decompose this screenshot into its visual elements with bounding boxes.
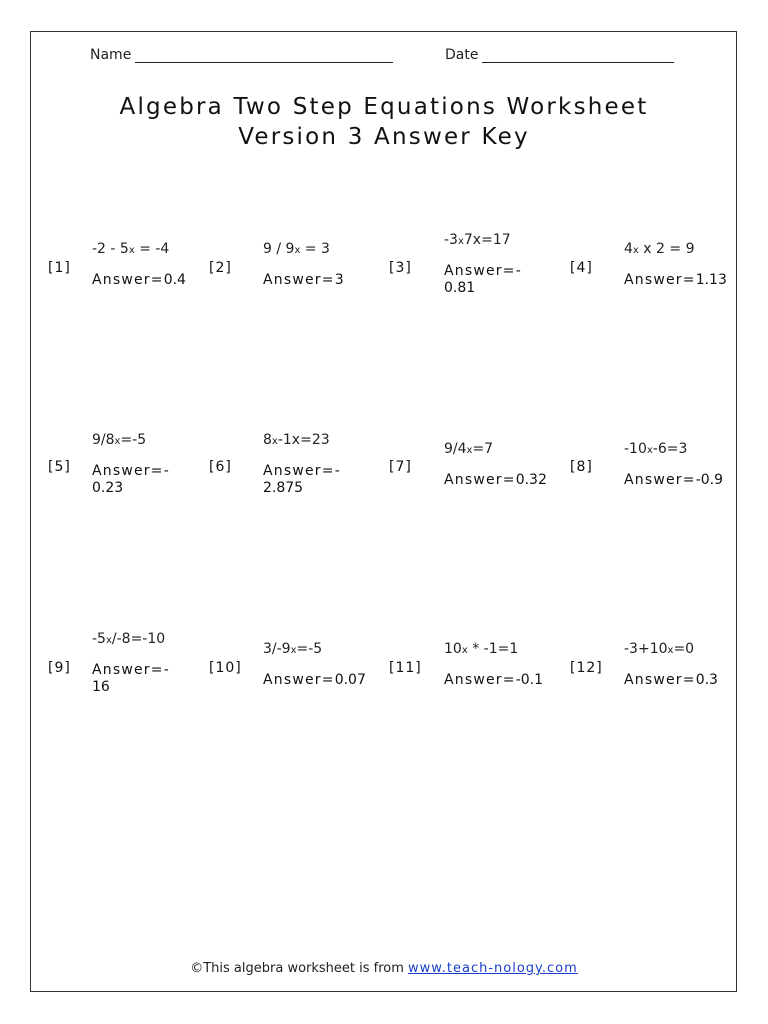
equation-right: -6=3	[652, 441, 688, 457]
equation-left: -5	[92, 631, 106, 647]
answer-value: -	[515, 263, 521, 279]
problem-cell	[92, 630, 210, 696]
equation	[92, 240, 210, 260]
problem-number: [1]	[48, 260, 71, 276]
answer	[263, 672, 381, 689]
equation-left: 9/8	[92, 432, 115, 448]
answer-label: Answer=	[263, 272, 335, 288]
equation	[263, 640, 381, 660]
answer	[263, 272, 381, 289]
answer-label: Answer=	[624, 472, 696, 488]
problem-cell	[624, 240, 742, 289]
answer	[624, 272, 742, 289]
problem-number: [11]	[389, 660, 422, 676]
equation-variable: x	[105, 635, 112, 646]
worksheet-title: Algebra Two Step Equations Worksheet	[119, 94, 649, 120]
footer	[0, 961, 768, 976]
problem-cell	[444, 231, 562, 297]
answer-value: 0.32	[515, 472, 547, 488]
answer	[624, 472, 742, 489]
equation	[263, 431, 381, 451]
answer-value: -	[163, 662, 169, 678]
name-field	[90, 47, 393, 63]
answer-label: Answer=	[92, 463, 164, 479]
equation-variable: x	[290, 645, 297, 656]
equation-right: 7x=17	[463, 232, 511, 248]
equation-variable: x	[632, 245, 639, 256]
answer-value: -	[163, 463, 169, 479]
equation	[92, 431, 210, 451]
equation-right: =-5	[120, 432, 147, 448]
equation-left: -3	[444, 232, 458, 248]
answer-label: Answer=	[624, 272, 696, 288]
problem-number: [5]	[48, 459, 71, 475]
answer-label: Answer=	[444, 472, 516, 488]
problem-number: [10]	[209, 660, 242, 676]
answer-label: Answer=	[263, 463, 335, 479]
name-line	[135, 48, 393, 63]
equation-right: /-8=-10	[111, 631, 166, 647]
answer-value: 3	[334, 272, 344, 288]
problem-cell	[624, 640, 742, 689]
answer-value-cont: 16	[92, 679, 110, 695]
equation	[444, 640, 562, 660]
equation-right: -1x=23	[277, 432, 330, 448]
footer-text: ©This algebra worksheet is from	[190, 961, 409, 976]
equation-left: 9/4	[444, 441, 467, 457]
answer	[92, 272, 210, 289]
answer-value: -0.1	[515, 672, 544, 688]
answer-label: Answer=	[444, 263, 516, 279]
equation-left: 3/-9	[263, 641, 291, 657]
answer-value-cont: 2.875	[263, 480, 304, 496]
equation-variable: x	[114, 436, 121, 447]
footer-link[interactable]: www.teach-nology.com	[408, 961, 578, 976]
answer	[444, 672, 562, 689]
equation	[624, 240, 742, 260]
date-label: Date	[445, 47, 479, 63]
answer-value-cont: 0.81	[444, 280, 476, 296]
answer-value: 0.3	[695, 672, 718, 688]
equation-left: -3+10	[624, 641, 668, 657]
equation-right: = 3	[300, 241, 330, 257]
answer	[263, 463, 381, 497]
problem-number: [3]	[389, 260, 412, 276]
problem-cell	[624, 440, 742, 489]
equation	[624, 440, 742, 460]
answer-label: Answer=	[624, 672, 696, 688]
answer	[444, 263, 562, 297]
problem-cell	[263, 240, 381, 289]
equation-variable: x	[271, 436, 278, 447]
problem-number: [9]	[48, 660, 71, 676]
equation-variable: x	[667, 645, 674, 656]
problem-cell	[444, 640, 562, 689]
answer-value: -0.9	[695, 472, 724, 488]
problem-number: [2]	[209, 260, 232, 276]
equation-left: 8	[263, 432, 272, 448]
equation-variable: x	[461, 645, 468, 656]
answer-value: 0.07	[334, 672, 366, 688]
equation-right: =-5	[296, 641, 323, 657]
problem-number: [7]	[389, 459, 412, 475]
problem-cell	[92, 240, 210, 289]
worksheet-page	[30, 31, 737, 992]
equation	[263, 240, 381, 260]
equation-left: -2 - 5	[92, 241, 129, 257]
equation	[92, 630, 210, 650]
equation-left: -10	[624, 441, 647, 457]
equation-right: * -1=1	[467, 641, 519, 657]
date-field	[445, 47, 674, 63]
problem-cell	[92, 431, 210, 497]
answer-value: 1.13	[695, 272, 727, 288]
equation-right: =0	[673, 641, 695, 657]
equation-left: 9 / 9	[263, 241, 295, 257]
worksheet-subtitle: Version 3 Answer Key	[238, 124, 530, 150]
equation-right: x 2 = 9	[638, 241, 695, 257]
problem-number: [12]	[570, 660, 603, 676]
answer	[92, 463, 210, 497]
equation-right: = -4	[134, 241, 170, 257]
answer-value: 0.4	[163, 272, 186, 288]
problem-cell	[444, 440, 562, 489]
equation-variable: x	[646, 445, 653, 456]
answer-value-cont: 0.23	[92, 480, 124, 496]
problem-cell	[263, 640, 381, 689]
answer-label: Answer=	[92, 662, 164, 678]
problem-number: [6]	[209, 459, 232, 475]
problem-number: [8]	[570, 459, 593, 475]
equation-variable: x	[128, 245, 135, 256]
equation	[444, 440, 562, 460]
answer-value: -	[334, 463, 340, 479]
answer	[444, 472, 562, 489]
equation	[624, 640, 742, 660]
answer-label: Answer=	[444, 672, 516, 688]
equation-right: =7	[472, 441, 494, 457]
date-line	[482, 48, 674, 63]
answer	[624, 672, 742, 689]
equation-variable: x	[294, 245, 301, 256]
problem-cell	[263, 431, 381, 497]
name-label: Name	[90, 47, 132, 63]
equation-variable: x	[466, 445, 473, 456]
problem-number: [4]	[570, 260, 593, 276]
equation-left: 10	[444, 641, 462, 657]
equation-left: 4	[624, 241, 633, 257]
answer	[92, 662, 210, 696]
answer-label: Answer=	[263, 672, 335, 688]
equation	[444, 231, 562, 251]
answer-label: Answer=	[92, 272, 164, 288]
equation-variable: x	[457, 236, 464, 247]
